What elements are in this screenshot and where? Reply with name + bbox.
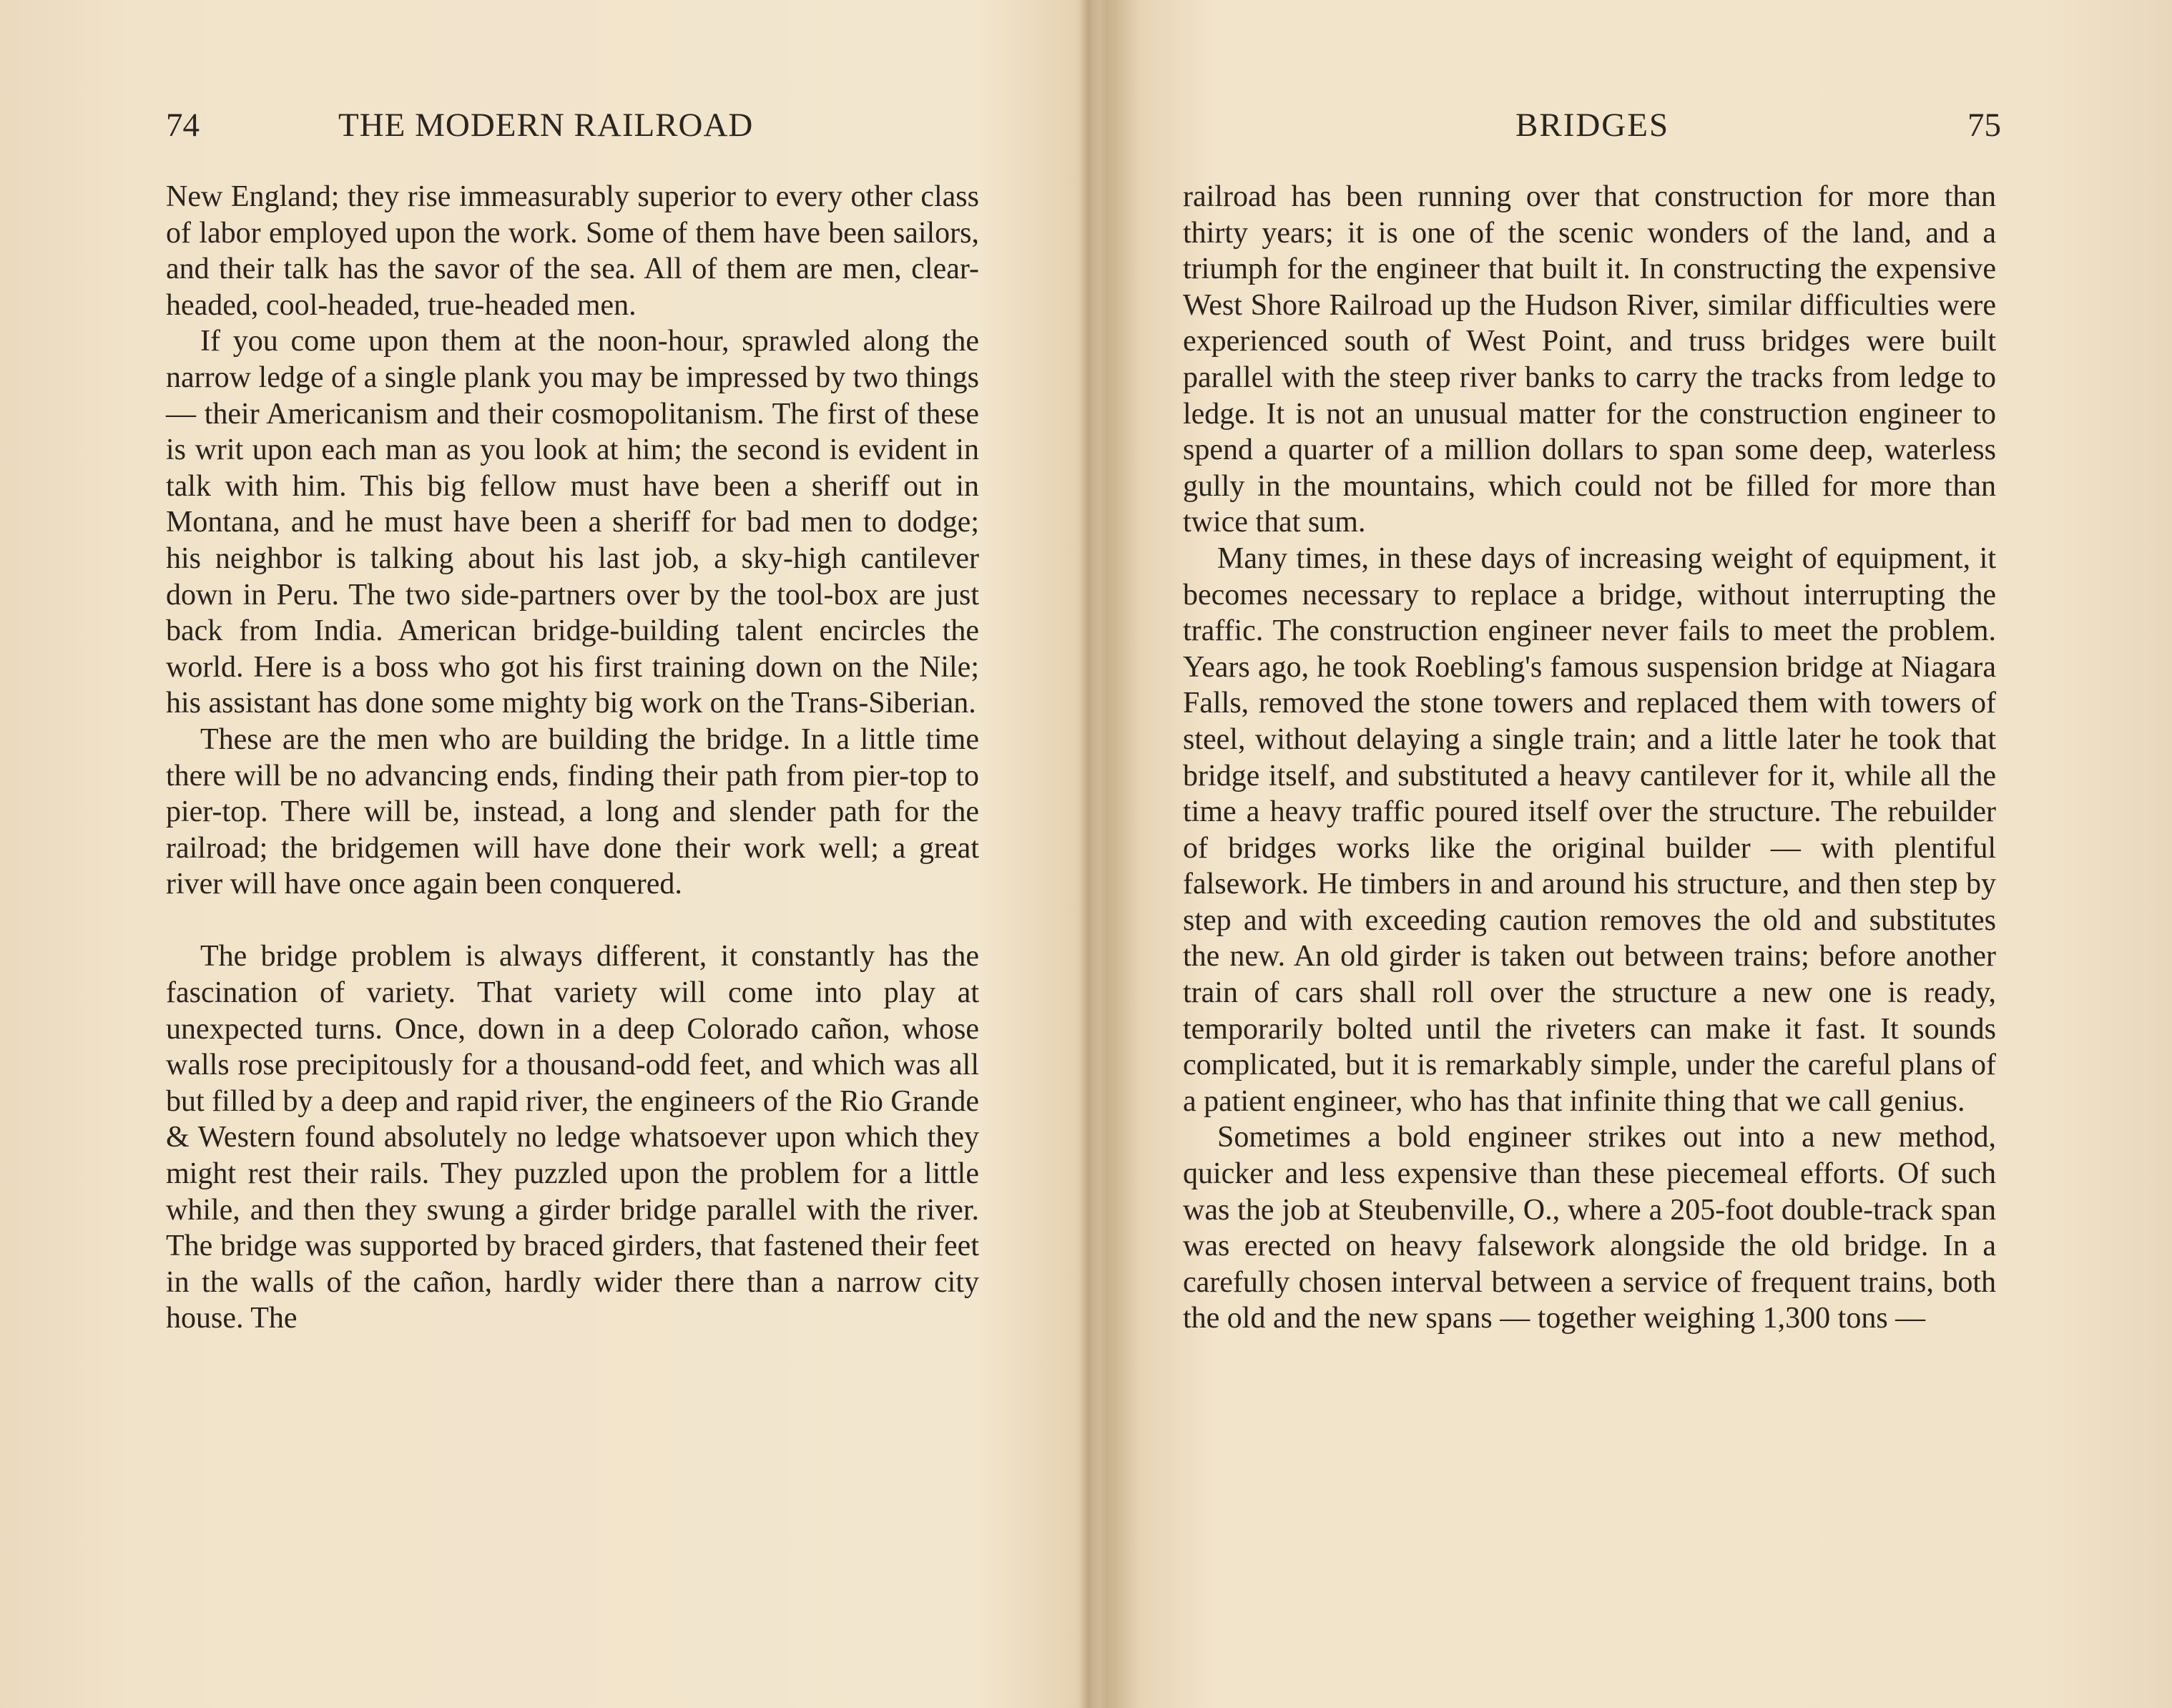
right-page <box>1086 0 2172 1708</box>
left-page-body <box>166 179 979 1337</box>
paragraph: New England; they rise immeasurably superior to every other class of labor employed upon the work. Some of them have been sailors, and their talk has the savor of the sea. All of them are men, clear-headed, cool-headed, true-headed men. <box>166 180 979 322</box>
paragraph: These are the men who are building the bridge. In a little time there will be no advancing ends, finding their path from pier-top to pier-top. There will be, instead, a long and slender path for the railroad; the bridgemen will have done their work well; a great river will have once again been conquered. <box>166 722 979 901</box>
page-number-left: 74 <box>166 107 200 144</box>
paragraph: Sometimes a bold engineer strikes out into a new method, quicker and less expensive than these piecemeal efforts. Of such was the job at Steubenville, O., where a 205-foot double-track span was erected on heavy falsework alongside the old bridge. In a carefully chosen interval between a service of frequent trains, both the old and the new spans — together weighing 1,300 tons — <box>1183 1121 1996 1335</box>
running-title-right: BRIDGES <box>1515 107 1670 144</box>
right-page-body <box>1183 179 1996 1337</box>
paragraph: If you come upon them at the noon-hour, sprawled along the narrow ledge of a single plank you may be impressed by two things — their Americanism and their cosmopolitanism. The first of these is writ upon each man as you look at him; the second is evident in talk with him. This big fellow must have been a sheriff out in Montana, and he must have been a sheriff for bad men to dodge; his neighbor is talking about his last job, a sky-high cantilever down in Peru. The two side-partners over by the tool-box are just back from India. American bridge-building talent encircles the world. Here is a boss who got his first training down on the Nile; his assistant has done some mighty big work on the Trans-Siberian. <box>166 325 979 720</box>
page-number-right: 75 <box>1967 107 2001 144</box>
running-title-left: THE MODERN RAILROAD <box>338 107 754 144</box>
paragraph: railroad has been running over that construction for more than thirty years; it is one of the scenic wonders of the land, and a triumph for the engineer that built it. In constructing the expensive West Shore Railroad up the Hudson River, similar difficulties were experienced south of West Point, and truss bridges were built parallel with the steep river banks to carry the tracks from ledge to ledge. It is not an unusual matter for the construction engineer to spend a quarter of a million dollars to span some deep, waterless gully in the mountains, which could not be filled for more than twice that sum. <box>1183 180 1996 539</box>
paragraph: Many times, in these days of increasing weight of equipment, it becomes necessary to replace a bridge, without interrupting the traffic. The construction engineer never fails to meet the problem. Years ago, he took Roebling's famous suspension bridge at Niagara Falls, removed the stone towers and replaced them with towers of steel, without delaying a single train; and a little later he took that bridge itself, and substituted a heavy cantilever for it, while all the time a heavy traffic poured itself over the structure. The rebuilder of bridges works like the original builder — with plentiful falsework. He timbers in and around his structure, and then step by step and with exceeding caution removes the old and substitutes the new. An old girder is taken out between trains; before another train of cars shall roll over the structure a new one is ready, temporarily bolted until the riveters can make it fast. It sounds complicated, but it is remarkably simple, under the careful plans of a patient engineer, who has that infinite thing that we call genius. <box>1183 541 1996 1118</box>
paragraph: The bridge problem is always different, it constantly has the fascination of variety. That variety will come into play at unexpected turns. Once, down in a deep Colorado cañon, whose walls rose precipitously for a thousand-odd feet, and which was all but filled by a deep and rapid river, the engineers of the Rio Grande & Western found absolutely no ledge whatsoever upon which they might rest their rails. They puzzled upon the problem for a little while, and then they swung a girder bridge parallel with the river. The bridge was supported by braced girders, that fastened their feet in the walls of the cañon, hardly wider there than a narrow city house. The <box>166 940 979 1335</box>
